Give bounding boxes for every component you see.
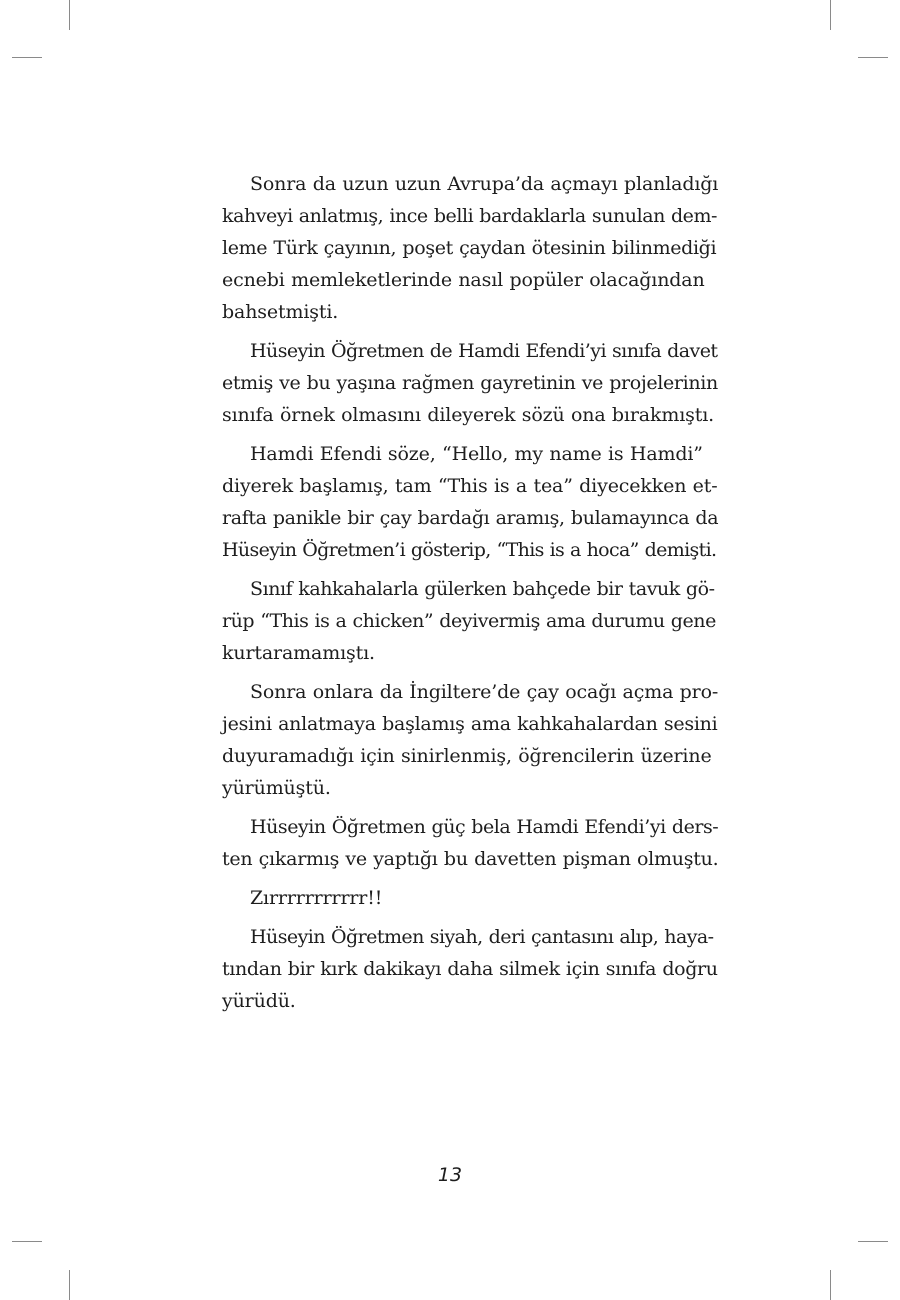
text-line: Hüseyin Öğretmen’i gösterip, “This is a hoca” demişti. — [222, 539, 717, 561]
text-line: Hüseyin Öğretmen güç bela Hamdi Efendi’yi ders- — [250, 816, 719, 838]
text-line: tından bir kırk dakikayı daha silmek için sınıfa doğru — [222, 958, 718, 980]
text-line: Sonra da uzun uzun Avrupa’da açmayı planladığı — [250, 173, 719, 195]
crop-mark-bottom-left-vertical — [69, 1270, 70, 1300]
paragraph-4 — [222, 573, 718, 669]
text-line: diyerek başlamış, tam “This is a tea” diyecekken et- — [222, 475, 718, 497]
crop-mark-bottom-left-horizontal — [12, 1241, 42, 1242]
paragraph-5 — [222, 676, 718, 804]
text-line: Hüseyin Öğretmen de Hamdi Efendi’yi sınıfa davet — [250, 340, 718, 362]
text-line: Sonra onlara da İngiltere’de çay ocağı açma pro- — [250, 681, 719, 703]
text-line: duyuramadığı için sinirlenmiş, öğrencilerin üzerine — [222, 745, 712, 767]
text-line: yürüdü. — [222, 990, 296, 1012]
text-line: Hamdi Efendi söze, “Hello, my name is Hamdi” — [250, 443, 703, 465]
text-line: leme Türk çayının, poşet çaydan ötesinin bilinmediği — [222, 237, 717, 259]
paragraph-7 — [222, 882, 718, 914]
text-line: rafta panikle bir çay bardağı aramış, bulamayınca da — [222, 507, 719, 529]
paragraph-8 — [222, 921, 718, 1017]
crop-mark-bottom-right-horizontal — [858, 1241, 888, 1242]
text-line: Hüseyin Öğretmen siyah, deri çantasını alıp, haya- — [250, 926, 714, 948]
paragraph-2 — [222, 335, 718, 431]
text-line: ten çıkarmış ve yaptığı bu davetten pişman olmuştu. — [222, 848, 719, 870]
crop-mark-top-left-vertical — [69, 0, 70, 30]
crop-mark-top-left-horizontal — [12, 57, 42, 58]
body-text — [222, 168, 718, 1024]
text-line: etmiş ve bu yaşına rağmen gayretinin ve projelerinin — [222, 372, 718, 394]
paragraph-3 — [222, 438, 718, 566]
text-line: jesini anlatmaya başlamış ama kahkahalardan sesini — [222, 713, 718, 735]
text-line: kahveyi anlatmış, ince belli bardaklarla sunulan dem- — [222, 205, 717, 227]
paragraph-1 — [222, 168, 718, 328]
text-line: sınıfa örnek olmasını dileyerek sözü ona bırakmıştı. — [222, 404, 715, 426]
text-line: Sınıf kahkahalarla gülerken bahçede bir tavuk gö- — [250, 578, 715, 600]
text-line: kurtaramamıştı. — [222, 642, 375, 664]
text-line: Zırrrrrrrrrrr!! — [250, 887, 383, 909]
paragraph-6 — [222, 811, 718, 875]
text-line: yürümüştü. — [222, 777, 331, 799]
crop-mark-top-right-horizontal — [858, 57, 888, 58]
text-line: bahsetmişti. — [222, 301, 339, 323]
page-number: 13 — [437, 1164, 463, 1186]
crop-mark-top-right-vertical — [830, 0, 831, 30]
text-line: rüp “This is a chicken” deyivermiş ama durumu gene — [222, 610, 716, 632]
crop-mark-bottom-right-vertical — [830, 1270, 831, 1300]
text-line: ecnebi memleketlerinde nasıl popüler olacağından — [222, 269, 705, 291]
